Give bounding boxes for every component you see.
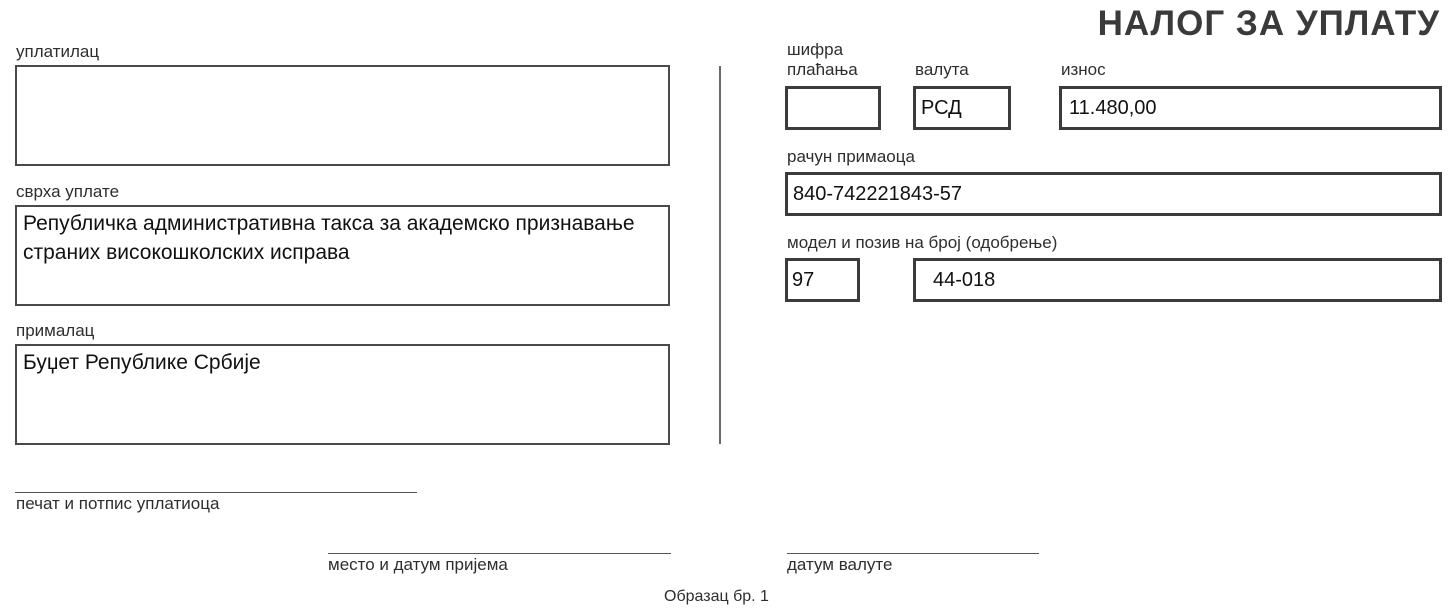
place-date-line — [328, 553, 671, 554]
signature-label: печат и потпис уплатиоца — [16, 494, 220, 513]
recipient-field[interactable] — [15, 344, 670, 445]
payment-code-field[interactable] — [785, 86, 881, 130]
amount-value: 11.480,00 — [1069, 97, 1157, 119]
form-title: НАЛОГ ЗА УПЛАТУ — [1097, 4, 1440, 43]
value-date-label: датум валуте — [787, 555, 893, 574]
amount-label: износ — [1061, 60, 1106, 79]
purpose-label: сврха уплате — [16, 182, 120, 201]
purpose-field[interactable] — [15, 205, 670, 306]
model-value: 97 — [792, 269, 815, 291]
payer-field[interactable] — [15, 65, 670, 166]
purpose-value: Републичка административна такса за академско признавање страних високошколских исправа — [23, 212, 635, 264]
currency-field[interactable] — [913, 86, 1011, 130]
recipient-label: прималац — [16, 321, 95, 340]
payment-code-label-line1: шифра — [787, 40, 844, 59]
value-date-line — [787, 553, 1039, 554]
recipient-value: Буџет Републике Србије — [23, 351, 261, 374]
currency-label: валута — [915, 60, 969, 79]
model-label: модел и позив на број (одобрење) — [787, 233, 1058, 252]
payment-code-label-line2: плаћања — [787, 60, 858, 79]
account-value: 840-742221843-57 — [793, 183, 963, 205]
reference-number-value: 44-018 — [933, 269, 996, 291]
column-divider — [719, 66, 721, 444]
currency-value: РСД — [921, 97, 962, 119]
form-number: Образац бр. 1 — [664, 588, 769, 605]
model-field[interactable] — [785, 258, 860, 302]
account-field[interactable] — [785, 172, 1442, 216]
payer-label: уплатилац — [16, 42, 100, 61]
amount-field[interactable] — [1059, 86, 1442, 130]
account-label: рачун примаоца — [787, 147, 915, 166]
signature-line — [15, 492, 417, 493]
place-date-label: место и датум пријема — [328, 555, 508, 574]
reference-number-field[interactable] — [913, 258, 1442, 302]
